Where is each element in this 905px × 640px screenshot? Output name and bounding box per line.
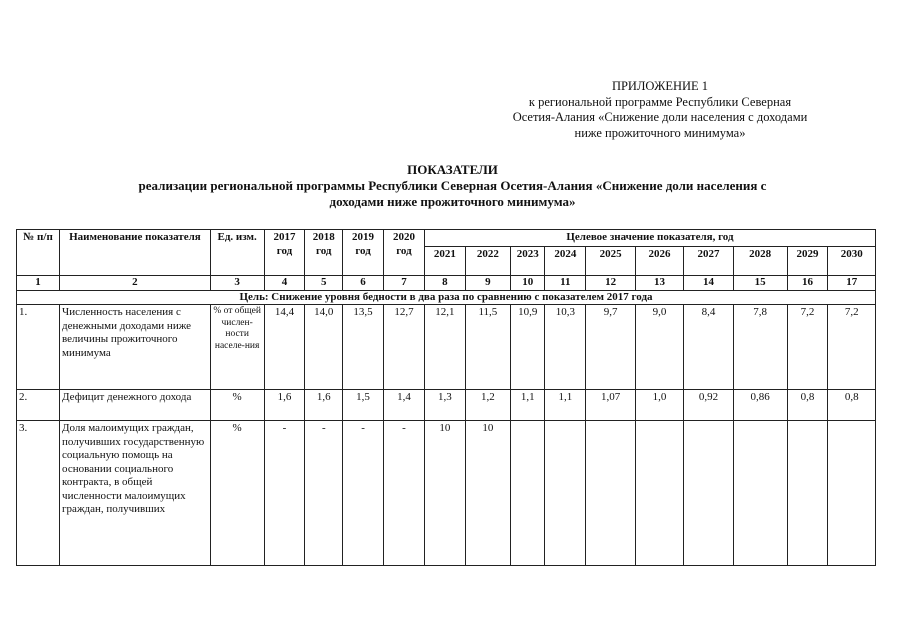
value-cell xyxy=(828,421,876,566)
value-cell: 0,86 xyxy=(733,390,787,421)
value-cell: - xyxy=(343,421,384,566)
row-number: 3. xyxy=(17,421,60,566)
value-cell: 9,7 xyxy=(586,305,636,390)
value-cell: 7,2 xyxy=(787,305,828,390)
indicator-unit: % xyxy=(210,390,264,421)
column-header-year: 2019 год xyxy=(343,230,384,276)
appendix-header xyxy=(470,79,850,141)
value-cell: 1,6 xyxy=(264,390,305,421)
column-number: 1 xyxy=(17,276,60,291)
column-group-target-values: Целевое значение показателя, год xyxy=(424,230,875,247)
column-number: 6 xyxy=(343,276,384,291)
value-cell: 14,0 xyxy=(305,305,343,390)
column-header-target-year: 2028 xyxy=(733,247,787,276)
value-cell xyxy=(733,421,787,566)
column-number: 13 xyxy=(635,276,683,291)
column-number: 5 xyxy=(305,276,343,291)
value-cell: 0,8 xyxy=(787,390,828,421)
column-number: 17 xyxy=(828,276,876,291)
value-cell: 11,5 xyxy=(465,305,510,390)
value-cell: 7,2 xyxy=(828,305,876,390)
column-header-year: 2018 год xyxy=(305,230,343,276)
indicator-name: Дефицит денежного дохода xyxy=(60,390,211,421)
table-row xyxy=(17,421,876,566)
column-header-year: 2017 год xyxy=(264,230,305,276)
appendix-number: ПРИЛОЖЕНИЕ 1 xyxy=(611,79,709,93)
value-cell: - xyxy=(384,421,425,566)
appendix-reference-line: Осетия-Алания «Снижение доли населения с доходами xyxy=(512,110,808,124)
value-cell xyxy=(586,421,636,566)
value-cell: 1,2 xyxy=(465,390,510,421)
column-header-year: 2020 год xyxy=(384,230,425,276)
value-cell: 13,5 xyxy=(343,305,384,390)
value-cell: 8,4 xyxy=(684,305,734,390)
title-subheading: реализации региональной программы Республики Северная Осетия-Алания «Снижение доли населения с xyxy=(138,178,767,193)
indicator-unit: % от общей числен-ности населе-ния xyxy=(210,305,264,390)
value-cell: 1,4 xyxy=(384,390,425,421)
column-header-target-year: 2021 xyxy=(424,247,465,276)
value-cell: 0,8 xyxy=(828,390,876,421)
value-cell: 0,92 xyxy=(684,390,734,421)
column-number: 2 xyxy=(60,276,211,291)
value-cell: 1,3 xyxy=(424,390,465,421)
table-header-row xyxy=(17,230,876,247)
document-title xyxy=(0,162,905,210)
column-header-target-year: 2025 xyxy=(586,247,636,276)
value-cell: 1,1 xyxy=(545,390,586,421)
value-cell: 1,1 xyxy=(510,390,544,421)
column-number: 8 xyxy=(424,276,465,291)
column-number: 7 xyxy=(384,276,425,291)
column-header-target-year: 2026 xyxy=(635,247,683,276)
table-row xyxy=(17,390,876,421)
value-cell: - xyxy=(305,421,343,566)
value-cell: 9,0 xyxy=(635,305,683,390)
value-cell: 1,07 xyxy=(586,390,636,421)
column-number: 10 xyxy=(510,276,544,291)
column-header-number: № п/п xyxy=(17,230,60,276)
row-number: 1. xyxy=(17,305,60,390)
appendix-reference-line: ниже прожиточного минимума» xyxy=(574,125,746,140)
value-cell: 10 xyxy=(465,421,510,566)
value-cell: 1,5 xyxy=(343,390,384,421)
column-number: 12 xyxy=(586,276,636,291)
value-cell xyxy=(635,421,683,566)
value-cell xyxy=(684,421,734,566)
column-number: 4 xyxy=(264,276,305,291)
column-header-name: Наименование показателя xyxy=(60,230,211,276)
value-cell: 10 xyxy=(424,421,465,566)
column-header-target-year: 2024 xyxy=(545,247,586,276)
row-number: 2. xyxy=(17,390,60,421)
goal-text: Цель: Снижение уровня бедности в два раза по сравнению с показателем 2017 года xyxy=(17,290,876,305)
value-cell: 12,1 xyxy=(424,305,465,390)
column-header-target-year: 2029 xyxy=(787,247,828,276)
column-number: 14 xyxy=(684,276,734,291)
value-cell xyxy=(510,421,544,566)
column-header-unit: Ед. изм. xyxy=(210,230,264,276)
value-cell: 10,3 xyxy=(545,305,586,390)
goal-row xyxy=(17,290,876,305)
column-number: 3 xyxy=(210,276,264,291)
indicators-table xyxy=(16,229,876,566)
title-heading: ПОКАЗАТЕЛИ xyxy=(407,162,498,177)
table-row xyxy=(17,305,876,390)
column-header-target-year: 2027 xyxy=(684,247,734,276)
column-header-target-year: 2030 xyxy=(828,247,876,276)
column-number: 16 xyxy=(787,276,828,291)
value-cell: 1,0 xyxy=(635,390,683,421)
column-header-target-year: 2023 xyxy=(510,247,544,276)
indicator-name: Численность населения с денежными доходами ниже величины прожиточного минимума xyxy=(60,305,211,390)
indicator-unit: % xyxy=(210,421,264,566)
column-number: 11 xyxy=(545,276,586,291)
value-cell: 12,7 xyxy=(384,305,425,390)
value-cell: 10,9 xyxy=(510,305,544,390)
value-cell: 1,6 xyxy=(305,390,343,421)
value-cell: - xyxy=(264,421,305,566)
column-numbers-row xyxy=(17,276,876,291)
column-header-target-year: 2022 xyxy=(465,247,510,276)
value-cell xyxy=(787,421,828,566)
appendix-reference-line: к региональной программе Республики Северная xyxy=(528,94,792,109)
column-number: 15 xyxy=(733,276,787,291)
value-cell: 7,8 xyxy=(733,305,787,390)
value-cell xyxy=(545,421,586,566)
title-subheading: доходами ниже прожиточного минимума» xyxy=(329,194,576,209)
value-cell: 14,4 xyxy=(264,305,305,390)
indicator-name: Доля малоимущих граждан, получивших государственную социальную помощь на основании социального контракта, в общей численности малоимущих граждан, получивших xyxy=(60,421,211,566)
column-number: 9 xyxy=(465,276,510,291)
